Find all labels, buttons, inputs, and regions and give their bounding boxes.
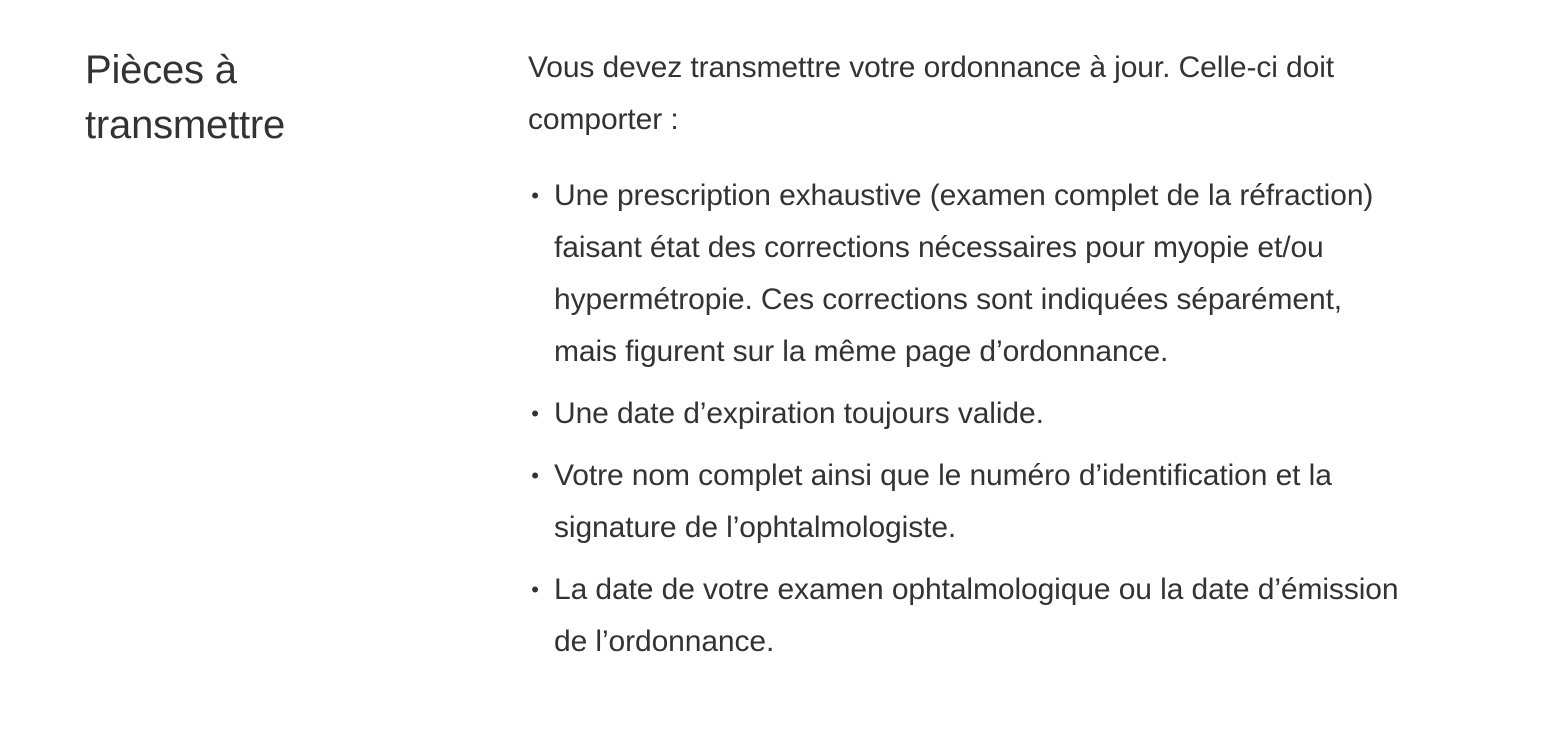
bullet-icon: • — [531, 401, 539, 426]
list-item-text: Votre nom complet ainsi que le numéro d’identification et la signature de l’ophtalmologiste. — [554, 459, 1332, 544]
section-title-line-2: transmettre — [85, 103, 286, 147]
section-title-line-1: Pièces à — [85, 48, 237, 92]
section-title — [85, 43, 415, 153]
list-item — [528, 450, 1408, 554]
bullet-icon: • — [531, 577, 539, 602]
section-content — [528, 42, 1408, 678]
list-item — [528, 564, 1408, 668]
bullet-icon: • — [531, 183, 539, 208]
list-item-text: Une date d’expiration toujours valide. — [554, 397, 1044, 430]
intro-paragraph: Vous devez transmettre votre ordonnance à jour. Celle-ci doit comporter : — [528, 51, 1335, 136]
requirements-list — [528, 170, 1408, 668]
list-item — [528, 388, 1408, 440]
bullet-icon: • — [531, 463, 539, 488]
list-item-text: La date de votre examen ophtalmologique ou la date d’émission de l’ordonnance. — [554, 573, 1399, 658]
list-item-text: Une prescription exhaustive (examen complet de la réfraction) faisant état des corrections nécessaires pour myopie et/ou hypermétropie. Ces corrections sont indiquées séparément, mais figurent sur la même page d’ordonnance. — [554, 179, 1374, 368]
list-item — [528, 170, 1408, 378]
